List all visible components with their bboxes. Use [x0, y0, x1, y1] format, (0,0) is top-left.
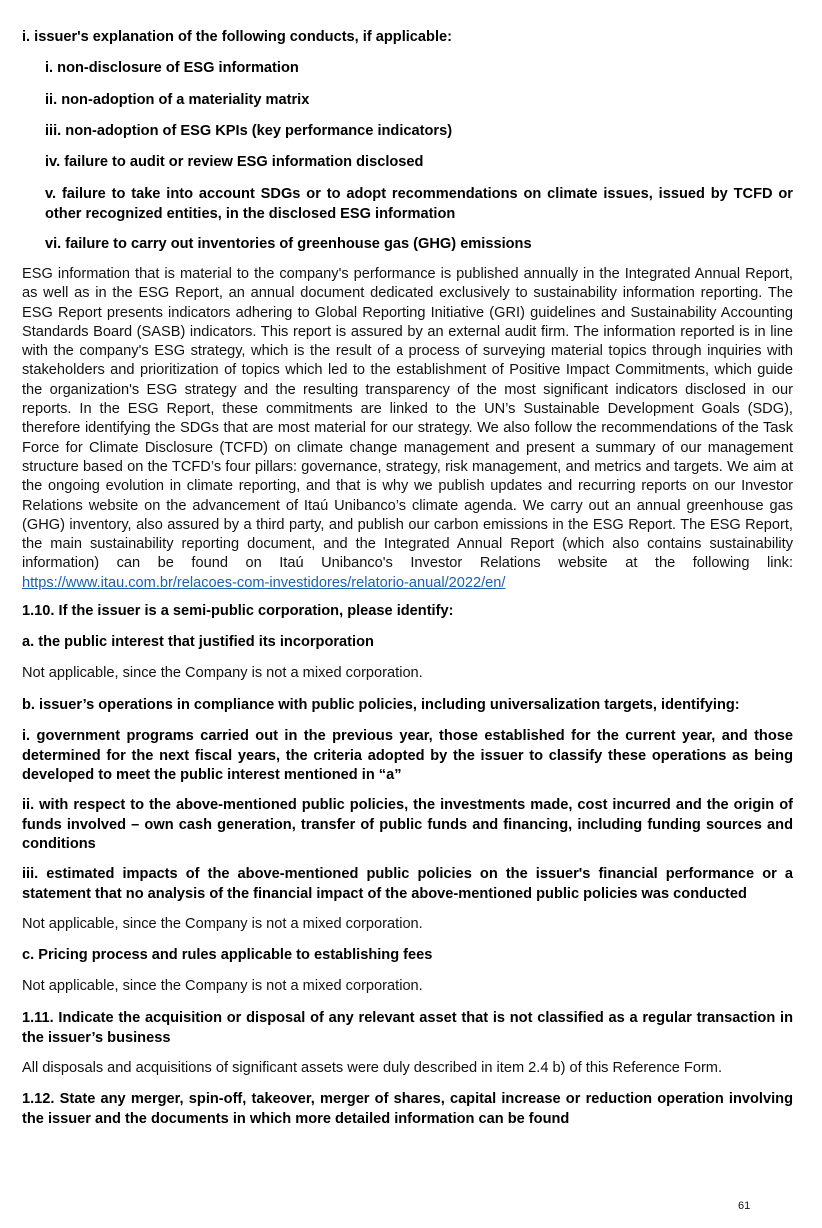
section-1-11-body: All disposals and acquisitions of significant assets were duly described in item 2.4 b) of this Reference Form.	[22, 1060, 723, 1076]
section-1-10-heading: 1.10. If the issuer is a semi-public corporation, please identify:	[22, 603, 454, 619]
list-item: v. failure to take into account SDGs or to adopt recommendations on climate issues, issued by TCFD or other recognized entities, in the disclosed ESG information	[45, 186, 793, 222]
esg-body-paragraph	[22, 265, 793, 593]
section-1-11-heading: 1.11. Indicate the acquisition or disposal of any relevant asset that is not classified as a regular transaction in the issuer’s business	[22, 1010, 793, 1046]
section-1-10-a-heading: a. the public interest that justified its incorporation	[22, 634, 374, 650]
list-item: ii. non-adoption of a materiality matrix	[45, 92, 310, 108]
section-1-10-b-heading: b. issuer’s operations in compliance with public policies, including universalization targets, identifying:	[22, 697, 740, 713]
section-i-heading: i. issuer's explanation of the following conducts, if applicable:	[22, 29, 452, 45]
section-1-10-b-body: Not applicable, since the Company is not a mixed corporation.	[22, 916, 423, 932]
list-item: vi. failure to carry out inventories of greenhouse gas (GHG) emissions	[45, 236, 532, 252]
section-1-10-b-ii: ii. with respect to the above-mentioned public policies, the investments made, cost incurred and the origin of funds involved – own cash generation, transfer of public funds and financing, including funding sources and conditions	[22, 797, 793, 852]
section-1-10-c-body: Not applicable, since the Company is not a mixed corporation.	[22, 978, 423, 994]
section-1-10-b-i: i. government programs carried out in the previous year, those established for the current year, and those determined for the next fiscal years, the criteria adopted by the issuer to classify these operations as being developed to meet the public interest mentioned in “a”	[22, 728, 793, 783]
page-number: 61	[738, 1200, 751, 1212]
list-item: iii. non-adoption of ESG KPIs (key performance indicators)	[45, 123, 453, 139]
esg-body-text: ESG information that is material to the company's performance is published annually in the Integrated Annual Report, as well as in the ESG Report, an annual document dedicated exclusively to sustainability information reporting. The ESG Report presents indicators adhering to Global Reporting Initiative (GRI) guidelines and Sustainability Accounting Standards Board (SASB) indicators. This report is assured by an external audit firm. The information reported is in line with the company's ESG strategy, which is the result of a process of surveying material topics through inquiries with stakeholders and prioritization of topics which led to the establishment of Positive Impact Commitments, which guide the organization's ESG strategy and the resulting transparency of the most significant indicators disclosed in our reports. In the ESG Report, these commitments are linked to the UN’s Sustainable Development Goals (SDG), therefore identifying the SDGs that are most material for our strategy. We also follow the recommendations of the Task Force for Climate Disclosure (TCFD) on climate change management and present a summary of our management structure based on the TCFD’s four pillars: governance, strategy, risk management, and metrics and targets. We aim at the ongoing evolution in climate reporting, and that is why we publish updates and recurring reports on our Investor Relations website on the advancement of Itaú Unibanco’s climate agenda. We carry out an annual greenhouse gas (GHG) inventory, also assured by a third party, and publish our carbon emissions in the ESG Report. The ESG Report, the main sustainability reporting document, and the Integrated Annual Report (which also contains sustainability information) can be found on Itaú Unibanco's Investor Relations website at the following link:	[22, 266, 793, 572]
annual-report-link[interactable]: https://www.itau.com.br/relacoes-com-investidores/relatorio-anual/2022/en/	[22, 574, 506, 591]
list-item: iv. failure to audit or review ESG information disclosed	[45, 154, 424, 170]
section-1-10-b-iii: iii. estimated impacts of the above-mentioned public policies on the issuer's financial performance or a statement that no analysis of the financial impact of the above-mentioned public policies was conducted	[22, 866, 793, 902]
section-1-10-a-body: Not applicable, since the Company is not a mixed corporation.	[22, 665, 423, 681]
section-1-10-c-heading: c. Pricing process and rules applicable to establishing fees	[22, 947, 433, 963]
section-1-12-heading: 1.12. State any merger, spin-off, takeover, merger of shares, capital increase or reduction operation involving the issuer and the documents in which more detailed information can be found	[22, 1091, 793, 1127]
list-item: i. non-disclosure of ESG information	[45, 60, 299, 76]
